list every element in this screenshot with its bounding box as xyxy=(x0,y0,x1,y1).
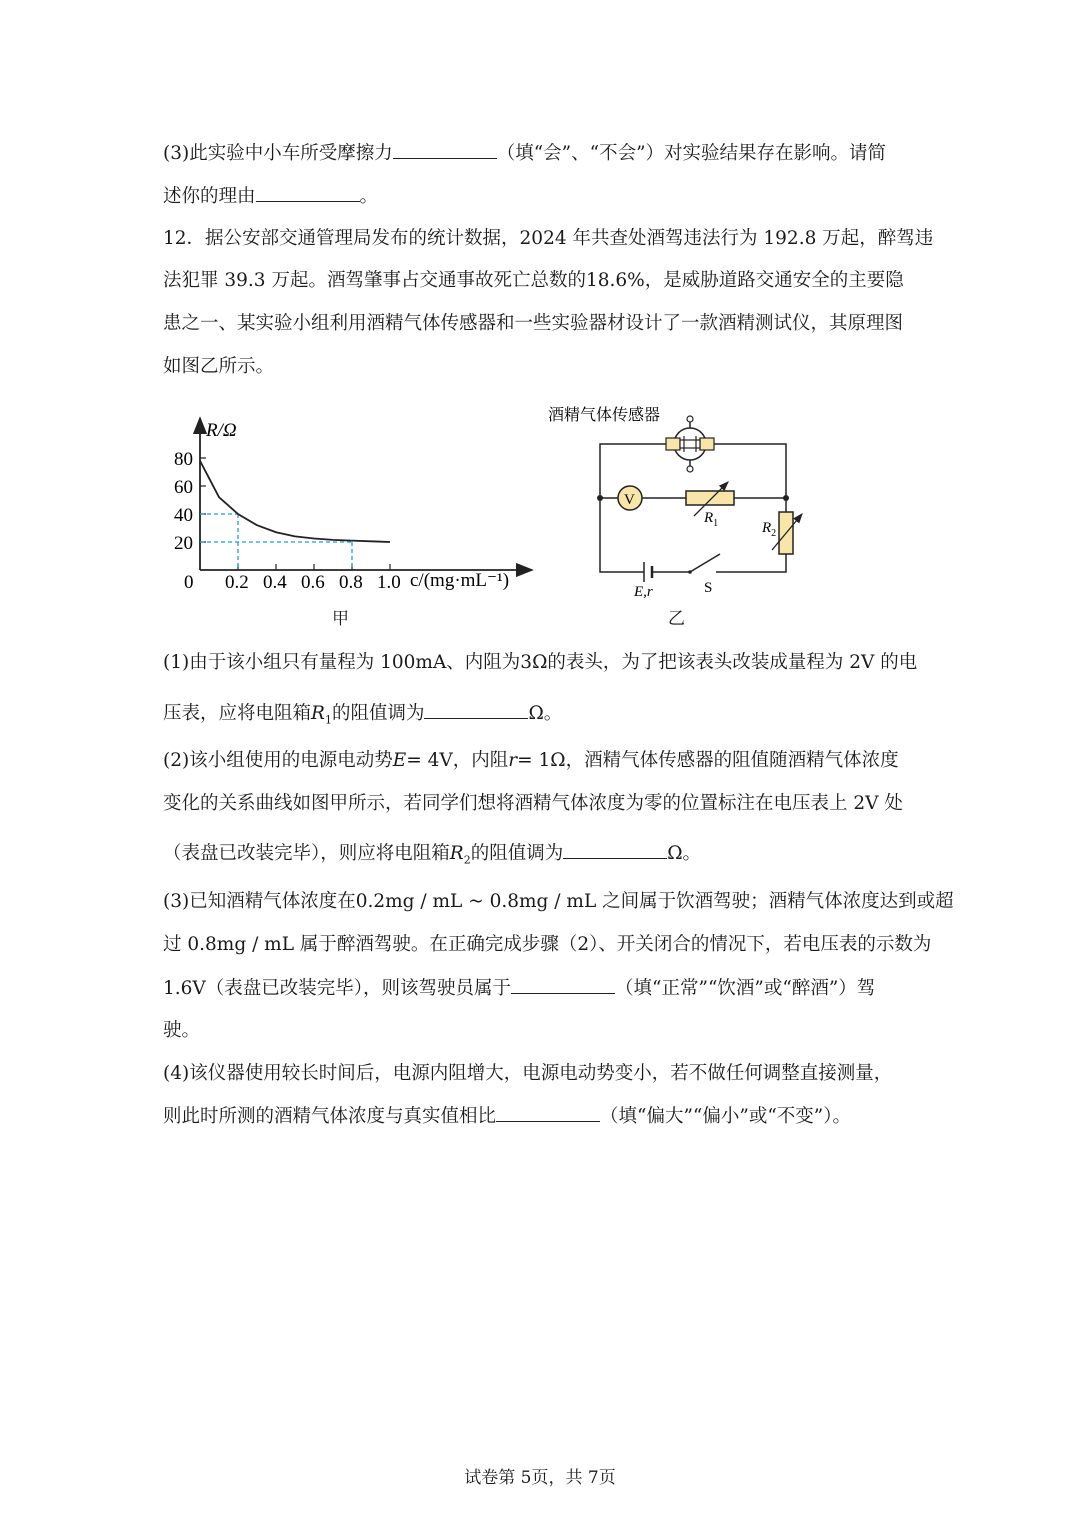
r1-subscript: 1 xyxy=(324,713,332,727)
q12-p2-line3 xyxy=(163,840,701,874)
answer-blank[interactable] xyxy=(563,840,667,859)
wire-top-right xyxy=(714,444,786,498)
page-footer: 试卷第 5页，共 7页 xyxy=(464,1468,616,1488)
y-axis-label: R/Ω xyxy=(206,420,237,441)
q12-p1-text-b: 的阻值调为 xyxy=(331,703,425,724)
r2-label: $R_2$ xyxy=(762,520,777,539)
figure-caption-yi: 乙 xyxy=(668,609,685,629)
q12-intro-line4: 如图乙所示。 xyxy=(163,356,275,377)
q12-intro-line3: 患之一、某实验小组利用酒精气体传感器和一些实验器材设计了一款酒精测试仪，其原理图 xyxy=(163,313,904,334)
q11-part3-text-c: 述你的理由 xyxy=(163,186,256,207)
q11-part3-text-a: (3)此实验中小车所受摩擦力 xyxy=(163,143,393,164)
wire-right-lower xyxy=(730,554,786,572)
q12-p4-text-b: （填“偏大”“偏小”或“不变”）。 xyxy=(600,1106,852,1127)
circuit-figure xyxy=(540,398,820,598)
junction-right xyxy=(783,495,789,501)
q12-p3-line1: (3)已知酒精气体浓度在0.2mg / mL ~ 0.8mg / mL 之间属于饮酒驾驶；酒精气体浓度达到或超 xyxy=(163,891,954,912)
q12-p2-text-e: 的阻值调为 xyxy=(470,843,564,864)
q12-p2-line2: 变化的关系曲线如图甲所示，若同学们想将酒精气体浓度为零的位置标注在电压表上 2V 处 xyxy=(163,793,903,814)
switch-label: S xyxy=(704,580,713,596)
answer-blank[interactable] xyxy=(393,140,497,159)
q12-p3-line2: 过 0.8mg / mL 属于醉酒驾驶。在正确完成步骤（2）、开关闭合的情况下，若电压表的示数为 xyxy=(163,934,932,955)
x-tick-label: 0.2 xyxy=(225,572,249,593)
q12-p2-text-f: Ω。 xyxy=(667,843,702,864)
q12-p2-text-b: = 4V，内阻 xyxy=(406,750,509,771)
q12-p4-text-a: 则此时所测的酒精气体浓度与真实值相比 xyxy=(163,1106,497,1127)
q12-p4-line2 xyxy=(163,1103,851,1130)
q11-part3-text-d: 。 xyxy=(359,186,379,207)
r1-resistor-icon xyxy=(686,491,734,505)
answer-blank[interactable] xyxy=(256,183,360,202)
y-tick-label: 80 xyxy=(174,449,193,470)
q12-p2-text-d: （表盘已改装完毕），则应将电阻箱 xyxy=(163,843,450,864)
y-tick-label: 20 xyxy=(174,533,193,554)
r1-symbol: R xyxy=(311,703,325,724)
q12-p1-line1: (1)由于该小组只有量程为 100mA、内阻为3Ω的表头，为了把该表头改装成量程为 2V 的电 xyxy=(163,652,918,673)
q12-p2-text-a: (2)该小组使用的电源电动势 xyxy=(163,750,393,771)
q12-p1-text-c: Ω。 xyxy=(528,703,563,724)
x-tick-label: 0.6 xyxy=(301,572,325,593)
q11-part3-line2 xyxy=(163,183,378,210)
r1-label: $R_1$ xyxy=(704,510,719,529)
resistance-curve xyxy=(200,461,390,542)
wire-bottom-left xyxy=(600,498,644,572)
answer-blank[interactable] xyxy=(424,700,528,719)
graph-figure xyxy=(160,410,540,600)
answer-blank[interactable] xyxy=(511,975,615,994)
answer-blank[interactable] xyxy=(496,1103,600,1122)
q12-p1-text-a: 压表，应将电阻箱 xyxy=(163,703,312,724)
q11-part3-text-b: （填“会”、“不会”）对实验结果存在影响。请简 xyxy=(496,143,887,164)
sensor-label: 酒精气体传感器 xyxy=(548,407,661,424)
battery-label: E,r xyxy=(634,584,653,598)
q12-p4-line1: (4)该仪器使用较长时间后，电源内阻增大，电源电动势变小，若不做任何调整直接测量， xyxy=(163,1063,893,1084)
q12-p3-line4: 驶。 xyxy=(163,1020,201,1041)
origin-label: 0 xyxy=(184,572,194,593)
y-tick-label: 60 xyxy=(174,477,193,498)
q12-intro-line2: 法犯罪 39.3 万起。酒驾肇事占交通事故死亡总数的18.6%，是威胁道路交通安全的主要隐 xyxy=(163,270,904,291)
q11-part3-line1 xyxy=(163,140,886,167)
internal-resistance-symbol: r xyxy=(508,750,518,771)
alcohol-sensor-icon xyxy=(666,416,714,472)
switch-icon xyxy=(690,554,720,572)
y-tick-label: 40 xyxy=(174,505,193,526)
x-tick-label: 0.4 xyxy=(263,572,287,593)
x-tick-label: 1.0 xyxy=(377,572,401,593)
q12-p2-text-c: = 1Ω，酒精气体传感器的阻值随酒精气体浓度 xyxy=(517,750,899,771)
q12-p3-text-b: （填“正常”“饮酒”或“醉酒”）驾 xyxy=(615,978,876,999)
x-axis-label: c/(mg·mL⁻¹) xyxy=(410,570,510,591)
figure-caption-jia: 甲 xyxy=(332,609,349,629)
q12-p3-line3 xyxy=(163,975,875,1002)
q12-p3-text-a: 1.6V（表盘已改装完毕），则该驾驶员属于 xyxy=(163,978,512,999)
junction-left xyxy=(597,495,603,501)
r2-symbol: R xyxy=(449,843,464,864)
r2-subscript: 2 xyxy=(463,853,471,867)
voltmeter-label: V xyxy=(624,492,635,508)
q12-p1-line2 xyxy=(163,700,562,734)
emf-symbol: E xyxy=(392,750,407,771)
q12-p2-line1 xyxy=(163,748,899,774)
x-tick-label: 0.8 xyxy=(339,572,363,593)
q12-intro-line1: 12．据公安部交通管理局发布的统计数据，2024 年共查处酒驾违法行为 192.8 万起，醉驾违 xyxy=(163,228,934,249)
